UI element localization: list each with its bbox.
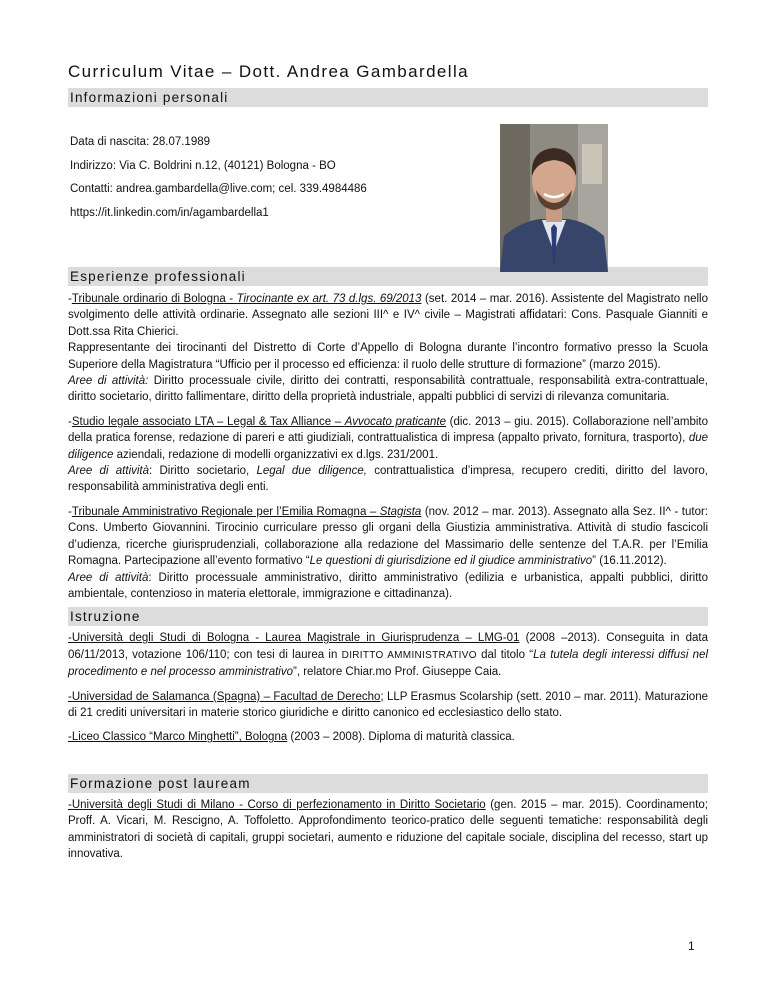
page-number: 1 (688, 939, 695, 953)
section-heading-postgrad: Formazione post lauream (68, 774, 708, 793)
entry-role: Avvocato praticante (344, 415, 446, 428)
experience-entry (68, 291, 708, 406)
entry-dash: - (68, 415, 72, 428)
event-title: Le questioni di giurisdizione ed il giudice amministrativo (309, 555, 593, 568)
education-entry (68, 689, 708, 722)
entry-extra: Rappresentante dei tirocinanti del Distretto di Corte d’Appello di Bologna durante l’incontro formativo presso la Scuola Superiore della Magistratura “Ufficio per il processo ed efficienza: il ruolo delle strutture di formazione” (marzo 2015). (68, 342, 708, 371)
linkedin-link[interactable]: https://it.linkedin.com/in/agambardella1 (70, 206, 269, 219)
entry-description: (dic. 2013 – giu. 2015). Collaborazione nell’ambito della pratica forense, redazione di pareri e atti giudiziali, contrattualistica di impresa (appalto privato, fornitura, trasporto), (68, 415, 708, 445)
entry-organization: -Liceo Classico “Marco Minghetti”, Bologna (68, 731, 288, 744)
entry-description: (set. 2014 – mar. 2016). Assistente del Magistrato nello svolgimento delle attività ordinarie. Assegnato alle sezioni III^ e IV^ civile – Magistrati affidatari: Cons. Pasquale Gianniti e Dott.ssa Rita Chierici. (68, 293, 708, 338)
entry-dash: - (68, 505, 72, 518)
areas-text: : Diritto societario, (149, 465, 257, 478)
entry-organization: -Università degli Studi di Bologna - Laurea Magistrale in Giurisprudenza – LMG-01 (68, 632, 520, 645)
address: Indirizzo: Via C. Boldrini n.12, (40121) Bologna - BO (70, 159, 336, 172)
birth-date: Data di nascita: 28.07.1989 (70, 136, 211, 148)
areas-label: Aree di attività (68, 465, 150, 478)
areas-label: Aree di attività (68, 571, 149, 584)
entry-description-tail: ”, relatore Chiar.mo Prof. Giuseppe Caia. (293, 666, 502, 679)
areas-label: Aree di attività: (68, 375, 149, 388)
cv-page (68, 52, 708, 862)
experience-entry (68, 414, 708, 496)
areas-text-italic: Legal due diligence, (256, 465, 367, 478)
entry-description: (2003 – 2008). Diploma di maturità classica. (287, 731, 515, 744)
entry-description: (gen. 2015 – mar. 2015). Coordinamento; Proff. A. Vicari, M. Rescigno, A. Toffoletto. Approfondimento teorico-pratico delle seguenti tematiche: responsabilità degli amministratori di società di capitali, gruppi societari, aumento e riduzione del capitale sociale, disciplina del recesso, start up innovativa. (68, 798, 708, 860)
personal-block (68, 107, 708, 267)
entry-organization: Tribunale Amministrativo Regionale per l’Emilia Romagna – (71, 505, 380, 518)
thesis-subject: DIRITTO AMMINISTRATIVO (341, 649, 477, 661)
areas-text: : Diritto processuale amministrativo, diritto amministrativo (edilizia e urbanistica, appalti pubblici, diritto ambientale, contenzioso in materia elettorale, immigrazione e cittadinanza). (68, 571, 708, 600)
postgrad-section (68, 774, 708, 863)
experience-section (68, 267, 708, 602)
personal-section (68, 88, 708, 267)
entry-description-tail: aziendali, redazione di modelli organizzativi ex d.lgs. 231/2001. (113, 448, 439, 461)
page-title: Curriculum Vitae – Dott. Andrea Gambardella (68, 62, 469, 81)
areas-text: Diritto processuale civile, diritto dei contratti, responsabilità contrattuale, responsabilità extra-contrattuale, diritto societario, diritto fallimentare, diritto della proprietà industriale, appalti pubblici di servizi di rilevanza comunitaria. (68, 375, 708, 404)
entry-description: (nov. 2012 – mar. 2013). Assegnato alla Sez. II^ - tutor: Cons. Umberto Giovannini. Tirocinio curriculare presso gli organi della Giustizia amministrativa. Attività di studio fascicoli d’udienza, ricerche giurisprudenziali, collaborazione alla redazione del Massimario delle sentenze del T.A.R. per l’Emilia Romagna. Partecipazione all’evento formativo “ (68, 505, 708, 568)
section-heading-education: Istruzione (68, 607, 708, 626)
portrait-image (500, 124, 608, 272)
entry-role: Tirocinante ex art. 73 d.lgs. 69/2013 (236, 293, 422, 305)
entry-description-mid: dal titolo “ (476, 648, 534, 661)
entry-role: Stagista (379, 505, 422, 518)
entry-organization: -Universidad de Salamanca (Spagna) – Facultad de Derecho; (68, 690, 384, 703)
education-section (68, 607, 708, 745)
entry-organization: -Università degli Studi di Milano - Corso di perfezionamento in Diritto Societario (68, 798, 486, 811)
event-date: ” (16.11.2012). (592, 555, 667, 568)
experience-entry (68, 504, 708, 602)
profile-photo (500, 124, 608, 272)
entry-description: (2008 –2013). Conseguita in data 06/11/2013, votazione 106/110; con tesi di laurea in (68, 632, 709, 661)
entry-description-italic: due diligence (68, 432, 708, 461)
education-entry (68, 630, 708, 680)
education-entry (68, 729, 708, 745)
entry-description: LLP Erasmus Scolarship (sett. 2010 – mar. 2011). Maturazione di 21 crediti universitari in materie storico giuridiche e diritto canonico ed ecclesiastico dello stato. (68, 690, 708, 719)
entry-organization: Studio legale associato LTA – Legal & Tax Alliance – (71, 415, 345, 428)
thesis-title: La tutela degli interessi diffusi nel procedimento e nel processo amministrativo (68, 648, 709, 679)
personal-info (70, 131, 367, 225)
postgrad-entry (68, 797, 708, 863)
section-heading-personal: Informazioni personali (68, 88, 708, 107)
contacts: Contatti: andrea.gambardella@live.com; cel. 339.4984486 (70, 183, 367, 195)
entry-organization: Tribunale ordinario di Bologna - (71, 293, 237, 305)
section-heading-experience: Esperienze professionali (68, 267, 708, 286)
entry-dash: - (68, 293, 72, 305)
areas-text-tail: contrattualistica d’impresa, recupero crediti, diritto del lavoro, responsabilità amministrativa degli enti. (68, 465, 708, 494)
